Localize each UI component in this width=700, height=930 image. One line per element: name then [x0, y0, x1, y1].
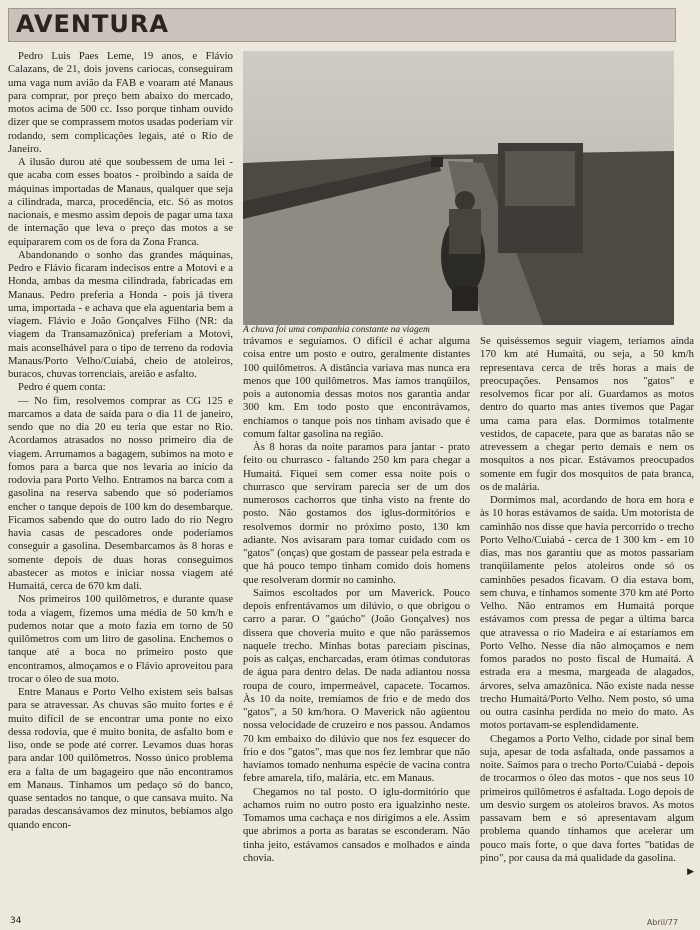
section-header	[8, 8, 676, 42]
paragraph: Nos primeiros 100 quilômetros, e durante quase toda a viagem, fizemos uma média de 50 km/h e pudemos notar que a moto fazia em torno de 50 quilômetros com um litro de gasolina. Enchemos o tanque até a boca no primeiro posto que encontramos, almoçamos e o Flávio aproveitou para trocar o óleo de sua moto.	[8, 593, 233, 685]
end-mark-line	[480, 865, 694, 879]
article-column-3	[480, 335, 694, 910]
paragraph: Saímos escoltados por um Maverick. Pouco depois enfrentávamos um dilúvio, o que obrigou o carro a parar. O "gaúcho" (João Gonçalves) nos dissera que choveria muito e que não parássemos naquele trecho. Minhas botas pareciam piscinas, pois as calças, encharcadas, eram ótimas condutoras de água para dentro delas. De nada adiantou nossa roupa de couro, impermeável, capacete. Tocamos. Às 10 da noite, tremíamos de frio e de medo dos "gatos", a 50 km/hora. O Maverick não agüentou nossa velocidade de cruzeiro e nos passou. Andamos 70 km embaixo do dilúvio que nos fez esquecer do frio e dos "gatos", mas que nos fez lembrar que não havíamos tomado nenhuma espécie de vacina contra febre amarela, tifo, malária, etc. em Manaus.	[243, 586, 470, 785]
paragraph: Se quiséssemos seguir viagem, teríamos ainda 170 km até Humaitá, ou seja, a 50 km/h representava cerca de três horas a mais de preocupações. Pensamos nos "gatos" e resolvemos ficar por ali. Guardamos as motos dentro do quarto mas antes tivemos que Pagar uma cama para elas. Dormimos totalmente vestidos, de capacete, para que as baratas não se atrevessem a chegar perto demais e nem os mosquitos a nos picar. Estávamos preocupados somente em fugir dos mosquitos de pata branca, os de malária.	[480, 335, 694, 493]
paragraph: Chegamos no tal posto. O iglu-dormitório que achamos ruim no outro posto era igualzinho neste. Tomamos uma cachaça e nos dirigimos a ele. Assim que abrimos a porta as baratas se esconderam. Não tinha jeito, estávamos cansados e molhados e ainda chovia.	[243, 785, 470, 864]
paragraph: Pedro Luis Paes Leme, 19 anos, e Flávio Calazans, de 21, dois jovens cariocas, conseguiram uma vaga num avião da FAB e voaram até Manaus para comprar, por preço bem abaixo do mercado, motos acima de 500 cc. Isso porque tinham ouvido dizer que se comprassem motos usadas poderiam vir rodando, sem complicações legais, até o Rio de Janeiro.	[8, 50, 233, 155]
article-column-2	[243, 335, 470, 910]
paragraph: trávamos e seguíamos. O difícil é achar alguma coisa entre um posto e outro, geralmente distantes 100 quilômetros. A distância variava mas nunca era menos que 100 quilômetros. Mas íamos tranqüilos, pois a autonomia dessas motos nos garantia andar 300 km. Em todo posto que encontrávamos, enchíamos o tanque pois nos tinham avisado que é comum faltar gasolina na região.	[243, 335, 470, 440]
paragraph: Dormimos mal, acordando de hora em hora e às 10 horas estávamos de saída. Um motorista de caminhão nos disse que havia percorrido o trecho Porto Velho/Cuiabá - cerca de 1 300 km - em 10 dias, mas nos garantiu que as motos passariam tranqüilamente pelos atoleiros onde só os caminhões pesados ficavam. O dia estava bom, sem chuva, e tínhamos somente 370 km até Porto Velho. Não entramos em Humaitá porque estávamos com pressa de pegar a última barca que atravessa o rio Madeira e aí estaríamos em Porto Velho. Nesse dia não almoçamos e nem fomos parados no posto fiscal de Humaitá. A estrada era a mesma, margeada de alagados, árvores, selva amazônica. Não existe nada nesse trecho Humaitá/Porto Velho. Nem posto, só uma ou outra casinha perdida no meio do mato. As motos portavam-se esplendidamente.	[480, 494, 694, 732]
photo-caption: A chuva foi uma companhia constante na viagem	[243, 325, 430, 335]
paragraph: Às 8 horas da noite paramos para jantar - prato feito ou churrasco - faltando 250 km para chegar a Humaitá. Fiquei sem comer essa noite pois o churrasco que serviram parecia ser de um dos numerosos cachorros que tinha visto na frente do posto. Não gostamos dos iglus-dormitórios e resolvemos dormir no próximo posto, 130 km adiante. Nos avisaram para tomar cuidado com os "gatos" (onças) que gostam de passear pela estrada e que há pouco tempo tinham comido dois homens que resolveram dormir no caminho.	[243, 441, 470, 586]
article-photo	[243, 51, 674, 325]
paragraph: Entre Manaus e Porto Velho existem seis balsas para se atravessar. As chuvas são muito fortes e é muito difícil de se encontrar uma ponte no eixo dessa rodovia, que é muito bonita, de asfalto bom e liso, onde se pode até correr. Levamos duas horas para andar 100 quilômetros. Nosso único problema era a falta de um bagageiro que não encontramos em Manaus. Tínhamos um pedaço só do banco, quase sentados no tanque, o que cansava muito. Na paradas descansávamos dez minutos, bebíamos algo quando encon-	[8, 686, 233, 831]
article-column-1	[8, 50, 233, 910]
paragraph: Abandonando o sonho das grandes máquinas, Pedro e Flávio ficaram indecisos entre a Motovi e a Honda, ambas da mesma cilindrada, fabricadas em Manaus. Pedro preferia a Honda - pois já tivera uma, importada - e achava que ela aguentaria bem a viagem. Flávio e João Gonçalves Filho (NR: da viagem da Transamazônica) preferiam a Motovi, mais aconselhável para o tipo de terreno da rodovia Manaus/Porto Velho/Cuiabá, cheio de atoleiros, buracos, chuvas torrenciais, areião e asfalto.	[8, 248, 233, 380]
end-mark-icon: ▶	[687, 867, 694, 877]
paragraph: — No fim, resolvemos comprar as CG 125 e marcamos a data de saída para o dia 11 de janeiro, sendo que no dia 20 eu teria que estar no Rio. Acordamos atrasados no nosso primeiro dia de viagem. Arrumamos a bagagem, subimos na moto e fomos para a barca que nos levaria ao início da rodovia para Porto Velho. Entramos na barca com a gasolina na reserva sabendo que só poderíamos encher o tanque depois de 100 km do desembarque. Ficamos sabendo que do outro lado do rio Negro havia casas de pescadores onde poderíamos conseguir a gasolina. Desembarcamos às 8 horas e somente depois de duas horas conseguimos abastecer as motos e iniciar nossa viagem até Humaitá, cerca de 670 km dali.	[8, 394, 233, 592]
paragraph: Pedro é quem conta:	[18, 381, 106, 394]
paragraph: A ilusão durou até que soubessem de uma lei - que acaba com esses boatos - proibindo a saída de máquinas importadas de Manaus, qualquer que seja a cilindrada, marca, procedência, etc. Só as motos nacionais, e mesmo assim depois de pagar uma taxa de internação que leva o preço das motos a se equipararem com os de fora da Zona Franca.	[8, 156, 233, 248]
paragraph: Chegamos a Porto Velho, cidade por sinal bem suja, apesar de toda asfaltada, onde passamos a noite. Saímos para o trecho Porto/Cuiabá - depois de trocarmos o óleo das motos - que nos seus 10 primeiros quilômetros é asfaltada. Logo depois de um desvio surgem os atoleiros bravos. As motos passavam bem e só apresentavam algum problema quando tínhamos que acelerar um pouco mais forte, o que dava fortes "batidas de pino", por causa da má qualidade da gasolina.	[480, 732, 694, 864]
section-title: AVENTURA	[16, 10, 169, 38]
road-photo-illustration	[243, 51, 674, 325]
page-number: 34	[10, 916, 22, 926]
issue-date: Abril/77	[646, 918, 678, 927]
